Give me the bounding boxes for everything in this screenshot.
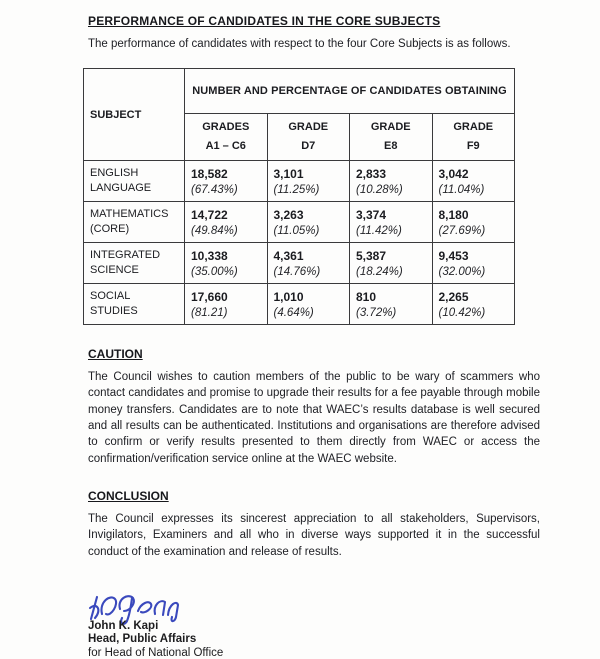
subject-cell: MATHEMATICS (CORE) [84,202,185,243]
grade-header-line1: GRADE [370,121,411,134]
candidate-count: 3,042 [438,166,469,181]
signatory-role: Head, Public Affairs [88,632,197,645]
candidate-count: 8,180 [438,207,469,222]
candidate-count: 14,722 [191,207,228,222]
candidate-count: 4,361 [273,248,304,263]
table-header-row-1 [84,69,515,114]
candidate-count: 1,010 [273,289,304,304]
candidate-count: 18,582 [191,166,228,181]
candidate-percentage: (35.00%) [191,265,238,278]
grade-header-e8 [350,114,433,161]
value-cell [350,284,433,325]
candidate-count: 810 [356,289,377,304]
value-cell [267,284,350,325]
value-cell [350,161,433,202]
document-content [88,14,540,659]
candidate-count: 10,338 [191,248,228,263]
candidate-percentage: (11.05%) [273,224,320,237]
page-title: PERFORMANCE OF CANDIDATES IN THE CORE SUBJECTS [88,14,441,28]
candidate-percentage: (11.25%) [273,183,320,196]
conclusion-section [88,489,540,560]
grade-header-f9 [432,114,515,161]
intro-text: The performance of candidates with respect to the four Core Subjects is as follows. [88,38,511,50]
group-column-header: NUMBER AND PERCENTAGE OF CANDIDATES OBTAINING [185,69,515,114]
grade-header-d7 [267,114,350,161]
caution-heading: CAUTION [88,347,143,361]
table-row [84,161,515,202]
grade-header-line1: GRADES [202,121,250,134]
value-cell [350,243,433,284]
value-cell [350,202,433,243]
signature-block [88,590,540,659]
candidate-percentage: (49.84%) [191,224,238,237]
conclusion-heading: CONCLUSION [88,488,169,503]
table-row [84,243,515,284]
candidate-percentage: (27.69%) [438,224,486,237]
results-table [83,68,515,325]
candidate-percentage: (32.00%) [438,265,486,278]
table-row [84,202,515,243]
subject-cell: ENGLISH LANGUAGE [84,161,185,202]
value-cell [432,161,515,202]
grade-header-line1: GRADE [288,121,329,134]
candidate-count: 3,101 [273,166,304,181]
value-cell [432,202,515,243]
candidate-count: 3,374 [356,207,387,222]
candidate-count: 2,833 [356,166,387,181]
candidate-percentage: (81.21) [191,306,228,319]
value-cell [185,284,268,325]
candidate-count: 17,660 [191,289,228,304]
candidate-percentage: (11.42%) [356,224,402,237]
candidate-percentage: (3.72%) [356,306,397,319]
signatory-for-line: for Head of National Office [88,646,224,659]
candidate-percentage: (10.28%) [356,183,403,196]
value-cell [267,161,350,202]
candidate-percentage: (11.04%) [438,183,485,196]
table-row [84,284,515,325]
value-cell [432,284,515,325]
value-cell [267,243,350,284]
value-cell [185,202,268,243]
grade-header-line2: E8 [384,140,398,152]
candidate-percentage: (10.42%) [438,306,486,319]
conclusion-body: The Council expresses its sincerest appreciation to all stakeholders, Supervisors, Invigilators, Examiners and all who in diverse ways supported it in the successful conduct of the examination and release of results. [88,512,540,558]
candidate-percentage: (67.43%) [191,183,238,196]
candidate-percentage: (18.24%) [356,265,403,278]
signatory-name: John K. Kapi [88,619,159,632]
grade-header-line2: F9 [466,140,480,152]
candidate-count: 2,265 [438,289,469,304]
candidate-count: 9,453 [438,248,469,263]
subject-column-header: SUBJECT [84,69,185,161]
grade-header-a1c6 [185,114,268,161]
grade-header-line2: A1 – C6 [205,140,246,152]
grade-header-line1: GRADE [453,121,494,134]
caution-body: The Council wishes to caution members of the public to be wary of scammers who contact candidates and promise to upgrade their results for a fee payable through mobile money transfers. Candidates are to note that WAEC’s results database is well secured and all results can be authenticated. Institutions and organisations are therefore advised to confirm or verify results presented to them directly from WAEC or access the confirmation/verification service online at the WAEC website. [88,371,540,465]
value-cell [185,243,268,284]
value-cell [432,243,515,284]
value-cell [267,202,350,243]
candidate-count: 3,263 [273,207,304,222]
candidate-percentage: (14.76%) [273,265,321,278]
grade-header-line2: D7 [301,140,316,152]
value-cell [185,161,268,202]
candidate-percentage: (4.64%) [273,306,314,319]
subject-cell: INTEGRATED SCIENCE [84,243,185,284]
subject-cell: SOCIAL STUDIES [84,284,185,325]
caution-section [88,347,540,467]
candidate-count: 5,387 [356,248,387,263]
